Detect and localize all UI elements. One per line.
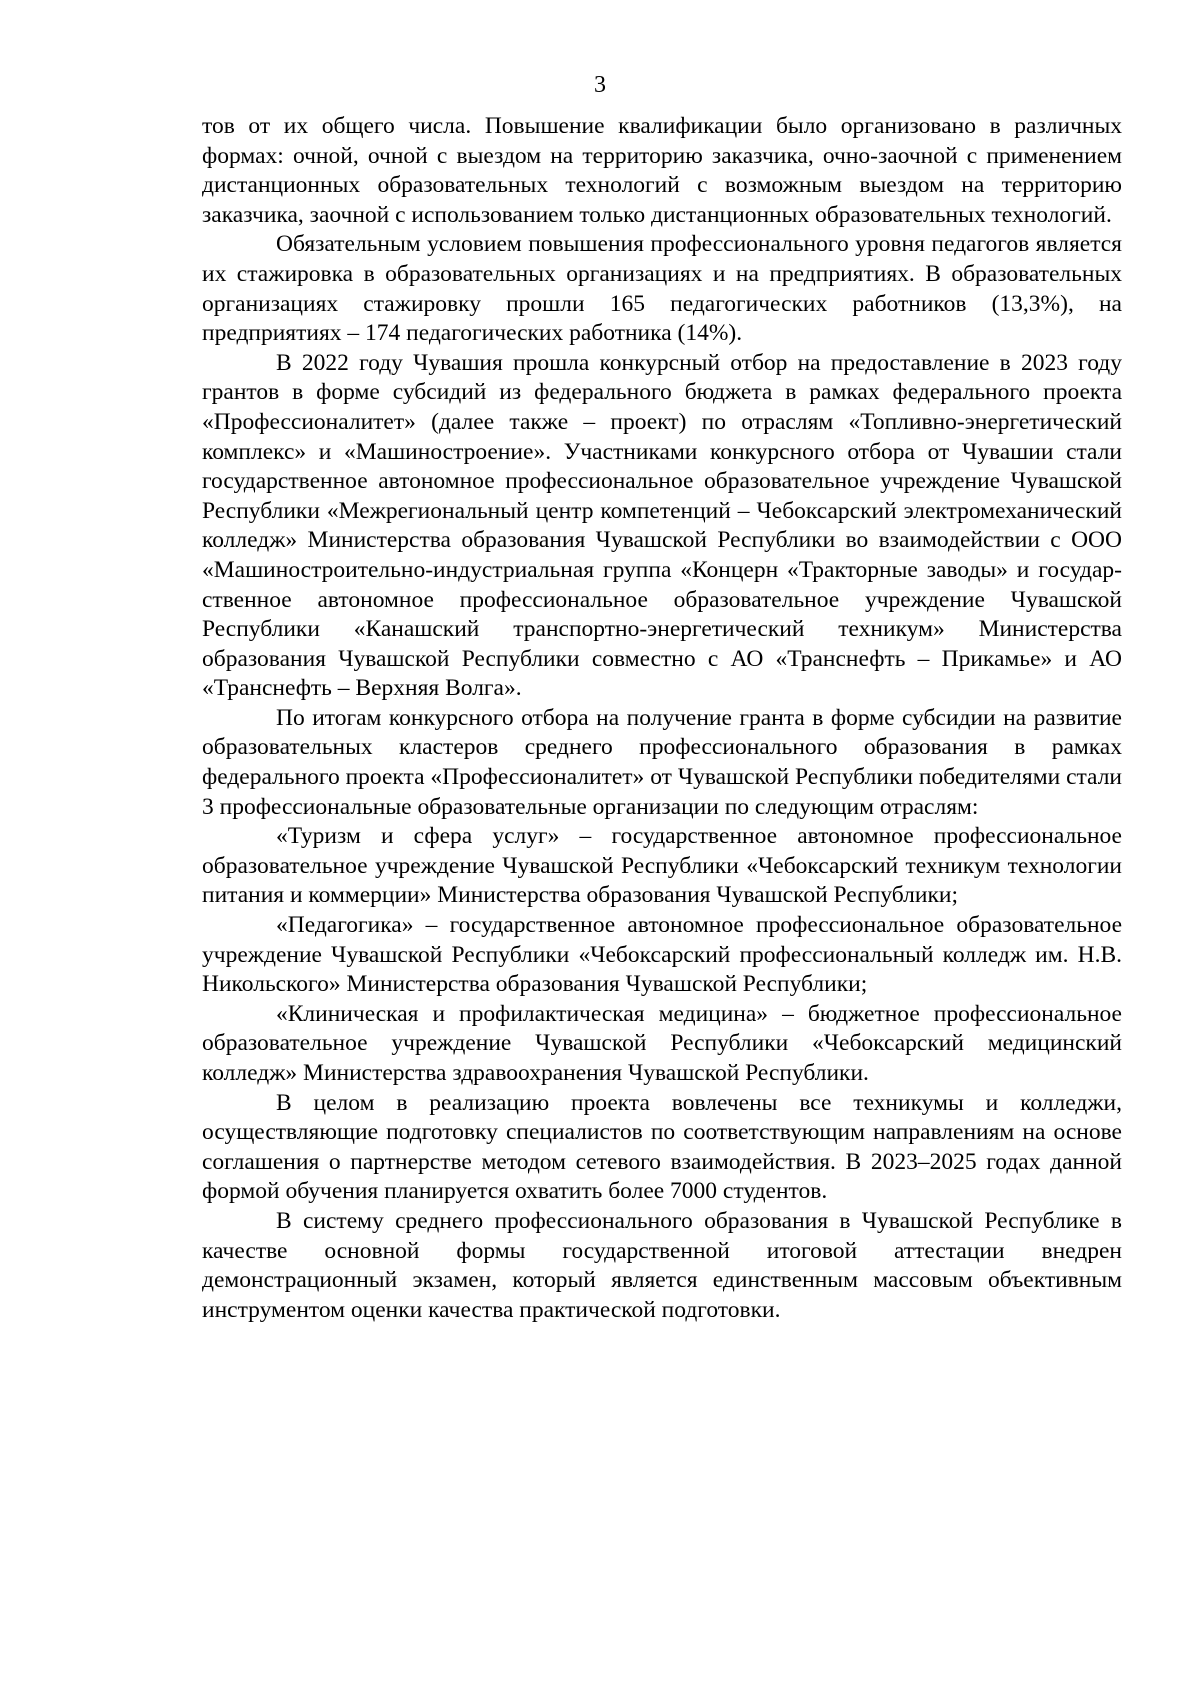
paragraph-internship: Обязательным условием повышения профессионального уровня педагогов является их стажировка в образовательных организациях и на предприятиях. В образовательных организациях стажировку прошли 165 педагогических работников (13,3%), на предприятиях – 174 педагогических работника (14%). (202, 231, 1122, 347)
paragraph-demo-exam: В систему среднего профессионального образования в Чувашской Республике в качестве основной формы государственной итоговой аттестации внедрен демонстрационный экзамен, который является единственным массовым объективным инструментом оценки качества практической подготовки. (202, 1207, 1122, 1323)
paragraph-medicine-sector: «Клиническая и профилактическая медицина» – бюджетное профессиональное образовательное учреждение Чувашской Республики «Чебоксарский медицинский колледж» Министерства здравоохранения Чувашской Республики. (202, 1000, 1122, 1086)
paragraph-pedagogy-sector: «Педагогика» – государственное автономное профессиональное образовательное учреждение Чувашской Республики «Чебоксарский профессиональный колледж им. Н.В. Никольского» Министерства образования Чувашской Республики; (202, 912, 1122, 998)
document-body (202, 112, 1122, 1325)
paragraph-selection-results: По итогам конкурсного отбора на получение гранта в форме субсидии на развитие образовательных кластеров среднего профессионального образования в рамках федерального проекта «Профессионалитет» от Чувашской Республики победителями стали 3 профессиональные образовательные организации по следующим отраслям: (202, 704, 1122, 820)
paragraph-tourism-sector: «Туризм и сфера услуг» – государственное автономное профессиональное образовательное учреждение Чувашской Республики «Чебоксарский техникум технологии питания и коммерции» Министерства образования Чувашской Республики; (202, 823, 1122, 909)
page-number: 3 (594, 72, 606, 98)
paragraph-project-coverage: В целом в реализацию проекта вовлечены все техникумы и колледжи, осуществляющие подготовку специалистов по соответствующим направлениям на основе соглашения о партнерстве методом сетевого взаимодействия. В 2023–2025 годах данной формой обучения планируется охватить более 7000 студентов. (202, 1089, 1122, 1205)
paragraph-continuation: тов от их общего числа. Повышение квалификации было организовано в различных формах: очной, очной с выездом на территорию заказчика, очно-заочной с применением дистанционных образовательных технологий с возможным выездом на территорию заказчика, заочной с использованием только дистанционных образовательных технологий. (202, 113, 1122, 228)
paragraph-grant-selection: В 2022 году Чувашия прошла конкурсный отбор на предоставление в 2023 году грантов в форме субсидий из федерального бюджета в рамках федерального проекта «Профессионалитет» (далее также – проект) по отраслям «Топливно-энергетический комплекс» и «Машиностроение». Участниками конкурсного отбора от Чувашии стали государственное автономное профессиональное образовательное учреждение Чувашской Республики «Межрегиональный центр компетенций – Чебоксарский электромеханический колледж» Министерства образования Чувашской Республики во взаимодействии с ООО «Машиностроительно-индустриальная группа «Концерн «Тракторные заводы» и государственное автономное профессиональное образовательное учреждение Чувашской Республики «Канашский транспортно-энергетический техникум» Министерства образования Чувашской Республики совместно с АО «Транснефть – Прикамье» и АО «Транснефть – Верхняя Волга». (202, 349, 1122, 702)
